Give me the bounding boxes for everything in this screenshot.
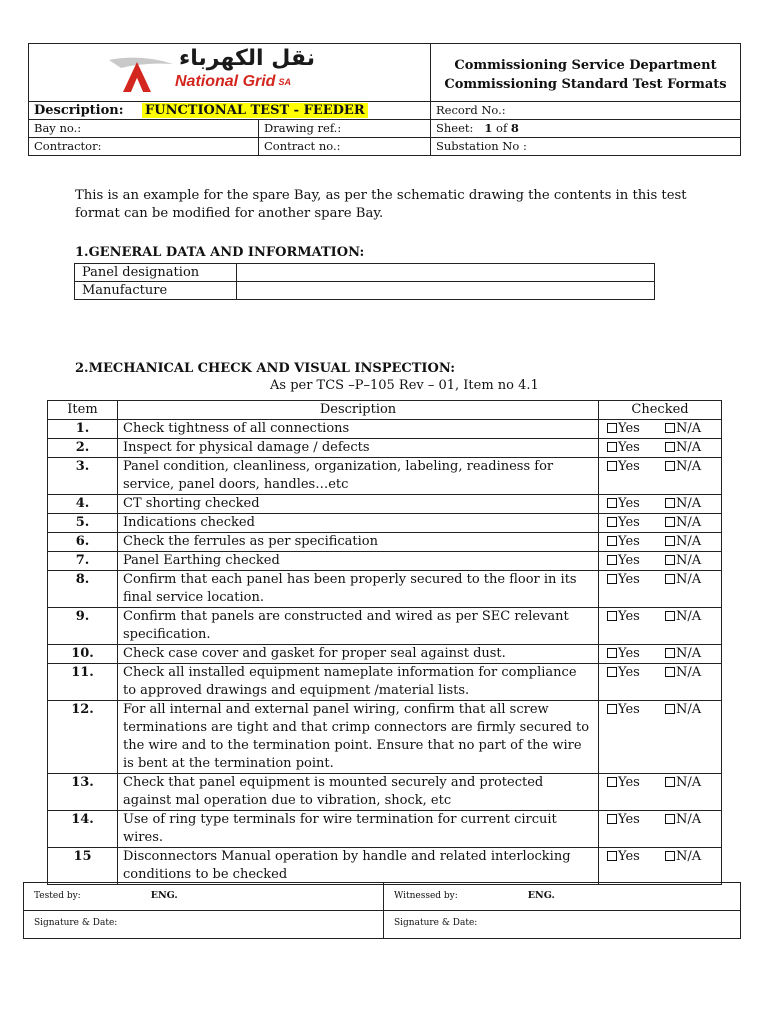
- manufacture-value[interactable]: [237, 282, 655, 300]
- section1-title: 1.GENERAL DATA AND INFORMATION:: [75, 245, 365, 260]
- yes-option[interactable]: [607, 608, 665, 626]
- item-description: Check tightness of all connections: [118, 420, 599, 439]
- item-checked-cell: [599, 571, 722, 608]
- witnessed-by-cell[interactable]: [384, 883, 741, 911]
- signature-date-right[interactable]: Signature & Date:: [384, 911, 741, 939]
- na-label: N/A: [676, 849, 702, 864]
- item-description: CT shorting checked: [118, 495, 599, 514]
- item-checked-cell: [599, 552, 722, 571]
- item-description: Inspect for physical damage / defects: [118, 439, 599, 458]
- yes-label: Yes: [618, 849, 640, 864]
- sheet-of: of: [496, 121, 508, 135]
- item-number: 2.: [48, 439, 118, 458]
- header-table: [28, 43, 741, 156]
- col-description-header: Description: [118, 401, 599, 420]
- yes-checkbox-icon[interactable]: [607, 498, 617, 508]
- yes-checkbox-icon[interactable]: [607, 611, 617, 621]
- item-description: Panel condition, cleanliness, organization, labeling, readiness for service, panel doors, handles…etc: [118, 458, 599, 495]
- col-checked-header: Checked: [599, 401, 722, 420]
- substation-no-field[interactable]: Substation No :: [431, 138, 741, 156]
- na-checkbox-icon[interactable]: [665, 498, 675, 508]
- yes-option[interactable]: [607, 495, 665, 513]
- yes-checkbox-icon[interactable]: [607, 814, 617, 824]
- item-checked-cell: [599, 458, 722, 495]
- item-description: Check that panel equipment is mounted securely and protected against mal operation due to vibration, shock, etc: [118, 774, 599, 811]
- na-label: N/A: [676, 702, 702, 717]
- panel-designation-label: Panel designation: [75, 264, 237, 282]
- national-grid-logo: [107, 46, 347, 94]
- item-description: Indications checked: [118, 514, 599, 533]
- yes-label: Yes: [618, 702, 640, 717]
- item-number: 14.: [48, 811, 118, 848]
- yes-option[interactable]: [607, 571, 665, 589]
- checklist-body: [48, 420, 722, 885]
- na-checkbox-icon[interactable]: [665, 442, 675, 452]
- na-checkbox-icon[interactable]: [665, 851, 675, 861]
- item-checked-cell: [599, 533, 722, 552]
- na-label: N/A: [676, 553, 702, 568]
- logo-cell: [29, 44, 431, 102]
- yes-label: Yes: [618, 440, 640, 455]
- signature-date-left[interactable]: Signature & Date:: [24, 911, 384, 939]
- na-option[interactable]: [665, 459, 701, 474]
- item-description: Panel Earthing checked: [118, 552, 599, 571]
- na-option[interactable]: [665, 496, 701, 511]
- na-option[interactable]: [665, 775, 701, 790]
- yes-label: Yes: [618, 775, 640, 790]
- na-checkbox-icon[interactable]: [665, 536, 675, 546]
- item-checked-cell: [599, 420, 722, 439]
- item-number: 8.: [48, 571, 118, 608]
- na-label: N/A: [676, 515, 702, 530]
- description-label: Description:: [34, 103, 124, 118]
- item-number: 10.: [48, 645, 118, 664]
- na-option[interactable]: [665, 609, 701, 624]
- item-number: 5.: [48, 514, 118, 533]
- checklist-row: [48, 420, 722, 439]
- checklist-row: [48, 533, 722, 552]
- na-checkbox-icon[interactable]: [665, 611, 675, 621]
- yes-option[interactable]: [607, 701, 665, 719]
- yes-checkbox-icon[interactable]: [607, 517, 617, 527]
- item-description: Check the ferrules as per specification: [118, 533, 599, 552]
- yes-label: Yes: [618, 553, 640, 568]
- checklist-row: [48, 552, 722, 571]
- item-checked-cell: [599, 439, 722, 458]
- na-label: N/A: [676, 609, 702, 624]
- item-checked-cell: [599, 495, 722, 514]
- logo-arabic-text: نقل الكهرباء: [179, 46, 315, 71]
- na-checkbox-icon[interactable]: [665, 574, 675, 584]
- item-number: 1.: [48, 420, 118, 439]
- item-number: 3.: [48, 458, 118, 495]
- yes-label: Yes: [618, 515, 640, 530]
- tested-by-label: Tested by:: [34, 891, 81, 901]
- item-checked-cell: [599, 774, 722, 811]
- intro-note: This is an example for the spare Bay, as per the schematic drawing the contents in this test format can be modified for another spare Bay.: [75, 188, 687, 221]
- checklist-header-row: [48, 401, 722, 420]
- bay-no-field[interactable]: Bay no.:: [29, 120, 259, 138]
- yes-checkbox-icon[interactable]: [607, 555, 617, 565]
- item-description: Use of ring type terminals for wire termination for current circuit wires.: [118, 811, 599, 848]
- checklist-row: [48, 701, 722, 774]
- yes-checkbox-icon[interactable]: [607, 648, 617, 658]
- yes-checkbox-icon[interactable]: [607, 423, 617, 433]
- item-checked-cell: [599, 811, 722, 848]
- yes-option[interactable]: [607, 439, 665, 457]
- item-description: Check case cover and gasket for proper seal against dust.: [118, 645, 599, 664]
- yes-checkbox-icon[interactable]: [607, 704, 617, 714]
- description-cell: [29, 102, 431, 120]
- item-description: Confirm that each panel has been properly secured to the floor in its final service location.: [118, 571, 599, 608]
- manufacture-label: Manufacture: [75, 282, 237, 300]
- yes-label: Yes: [618, 812, 640, 827]
- signature-table: [23, 882, 741, 939]
- na-option[interactable]: [665, 812, 701, 827]
- witnessed-by-label: Witnessed by:: [394, 891, 458, 901]
- yes-checkbox-icon[interactable]: [607, 667, 617, 677]
- sheet-total: 8: [510, 121, 519, 135]
- na-option[interactable]: [665, 440, 701, 455]
- item-number: 13.: [48, 774, 118, 811]
- section2-title: 2.MECHANICAL CHECK AND VISUAL INSPECTION:: [75, 361, 456, 376]
- checklist-row: [48, 664, 722, 701]
- sheet-label: Sheet:: [436, 121, 474, 135]
- yes-checkbox-icon[interactable]: [607, 851, 617, 861]
- item-description: Check all installed equipment nameplate information for compliance to approved drawings and equipment /material lists.: [118, 664, 599, 701]
- yes-option[interactable]: [607, 420, 665, 438]
- inspection-checklist: [47, 400, 722, 885]
- yes-option[interactable]: [607, 664, 665, 682]
- yes-label: Yes: [618, 572, 640, 587]
- witnessed-eng-label: ENG.: [527, 890, 555, 901]
- yes-option[interactable]: [607, 458, 665, 476]
- checklist-row: [48, 848, 722, 885]
- na-checkbox-icon[interactable]: [665, 517, 675, 527]
- yes-label: Yes: [618, 459, 640, 474]
- na-label: N/A: [676, 440, 702, 455]
- item-description: For all internal and external panel wiring, confirm that all screw terminations are tight and that crimp connectors are firmly secured to the wire and to the termination point. Ensure that no part of the wire is bent at the termination point.: [118, 701, 599, 774]
- drawing-ref-field[interactable]: Drawing ref.:: [259, 120, 431, 138]
- department-title: Commissioning Service Department: [454, 58, 717, 73]
- checklist-row: [48, 608, 722, 645]
- yes-label: Yes: [618, 609, 640, 624]
- na-option[interactable]: [665, 553, 701, 568]
- item-number: 15: [48, 848, 118, 885]
- na-option[interactable]: [665, 572, 701, 587]
- na-label: N/A: [676, 646, 702, 661]
- item-number: 11.: [48, 664, 118, 701]
- checklist-row: [48, 774, 722, 811]
- na-option[interactable]: [665, 702, 701, 717]
- yes-label: Yes: [618, 421, 640, 436]
- sheet-field: [431, 120, 741, 138]
- item-checked-cell: [599, 664, 722, 701]
- yes-checkbox-icon[interactable]: [607, 777, 617, 787]
- yes-checkbox-icon[interactable]: [607, 461, 617, 471]
- na-option[interactable]: [665, 421, 701, 436]
- yes-label: Yes: [618, 496, 640, 511]
- yes-option[interactable]: [607, 552, 665, 570]
- checklist-row: [48, 811, 722, 848]
- yes-option[interactable]: [607, 533, 665, 551]
- na-label: N/A: [676, 572, 702, 587]
- yes-option[interactable]: [607, 811, 665, 829]
- logo-name: National Grid: [175, 73, 276, 90]
- na-label: N/A: [676, 812, 702, 827]
- item-checked-cell: [599, 848, 722, 885]
- yes-label: Yes: [618, 534, 640, 549]
- na-checkbox-icon[interactable]: [665, 648, 675, 658]
- na-label: N/A: [676, 665, 702, 680]
- item-number: 12.: [48, 701, 118, 774]
- checklist-row: [48, 571, 722, 608]
- yes-option[interactable]: [607, 514, 665, 532]
- contractor-field[interactable]: Contractor:: [29, 138, 259, 156]
- checklist-row: [48, 458, 722, 495]
- logo-mark-icon: [107, 54, 177, 94]
- yes-option[interactable]: [607, 848, 665, 866]
- na-label: N/A: [676, 496, 702, 511]
- na-option[interactable]: [665, 515, 701, 530]
- yes-label: Yes: [618, 646, 640, 661]
- record-no-field[interactable]: Record No.:: [431, 102, 741, 120]
- item-number: 6.: [48, 533, 118, 552]
- na-option[interactable]: [665, 849, 701, 864]
- na-label: N/A: [676, 534, 702, 549]
- item-checked-cell: [599, 514, 722, 533]
- item-checked-cell: [599, 701, 722, 774]
- checklist-row: [48, 645, 722, 664]
- section2-subtitle: As per TCS –P–105 Rev – 01, Item no 4.1: [270, 378, 539, 393]
- yes-checkbox-icon[interactable]: [607, 442, 617, 452]
- na-checkbox-icon[interactable]: [665, 461, 675, 471]
- na-label: N/A: [676, 421, 702, 436]
- na-checkbox-icon[interactable]: [665, 777, 675, 787]
- na-checkbox-icon[interactable]: [665, 555, 675, 565]
- na-checkbox-icon[interactable]: [665, 423, 675, 433]
- na-option[interactable]: [665, 665, 701, 680]
- logo-brand-name: [175, 75, 291, 89]
- department-cell: [431, 44, 741, 102]
- na-label: N/A: [676, 775, 702, 790]
- standard-formats-title: Commissioning Standard Test Formats: [444, 77, 727, 92]
- checklist-row: [48, 439, 722, 458]
- na-label: N/A: [676, 459, 702, 474]
- tested-eng-label: ENG.: [150, 890, 178, 901]
- na-checkbox-icon[interactable]: [665, 814, 675, 824]
- item-checked-cell: [599, 608, 722, 645]
- yes-checkbox-icon[interactable]: [607, 536, 617, 546]
- col-item-header: Item: [48, 401, 118, 420]
- yes-label: Yes: [618, 665, 640, 680]
- item-number: 4.: [48, 495, 118, 514]
- sheet-current: 1: [484, 121, 493, 135]
- item-description: Disconnectors Manual operation by handle and related interlocking conditions to be checked: [118, 848, 599, 885]
- item-number: 9.: [48, 608, 118, 645]
- panel-designation-value[interactable]: [237, 264, 655, 282]
- na-checkbox-icon[interactable]: [665, 704, 675, 714]
- na-checkbox-icon[interactable]: [665, 667, 675, 677]
- yes-option[interactable]: [607, 774, 665, 792]
- tested-by-cell[interactable]: [24, 883, 384, 911]
- description-value: FUNCTIONAL TEST - FEEDER: [142, 103, 368, 118]
- general-data-table: [74, 263, 655, 300]
- item-checked-cell: [599, 645, 722, 664]
- yes-option[interactable]: [607, 645, 665, 663]
- logo-suffix: SA: [278, 77, 291, 87]
- checklist-row: [48, 495, 722, 514]
- contract-no-field[interactable]: Contract no.:: [259, 138, 431, 156]
- item-description: Confirm that panels are constructed and wired as per SEC relevant specification.: [118, 608, 599, 645]
- item-number: 7.: [48, 552, 118, 571]
- na-option[interactable]: [665, 534, 701, 549]
- na-option[interactable]: [665, 646, 701, 661]
- checklist-row: [48, 514, 722, 533]
- yes-checkbox-icon[interactable]: [607, 574, 617, 584]
